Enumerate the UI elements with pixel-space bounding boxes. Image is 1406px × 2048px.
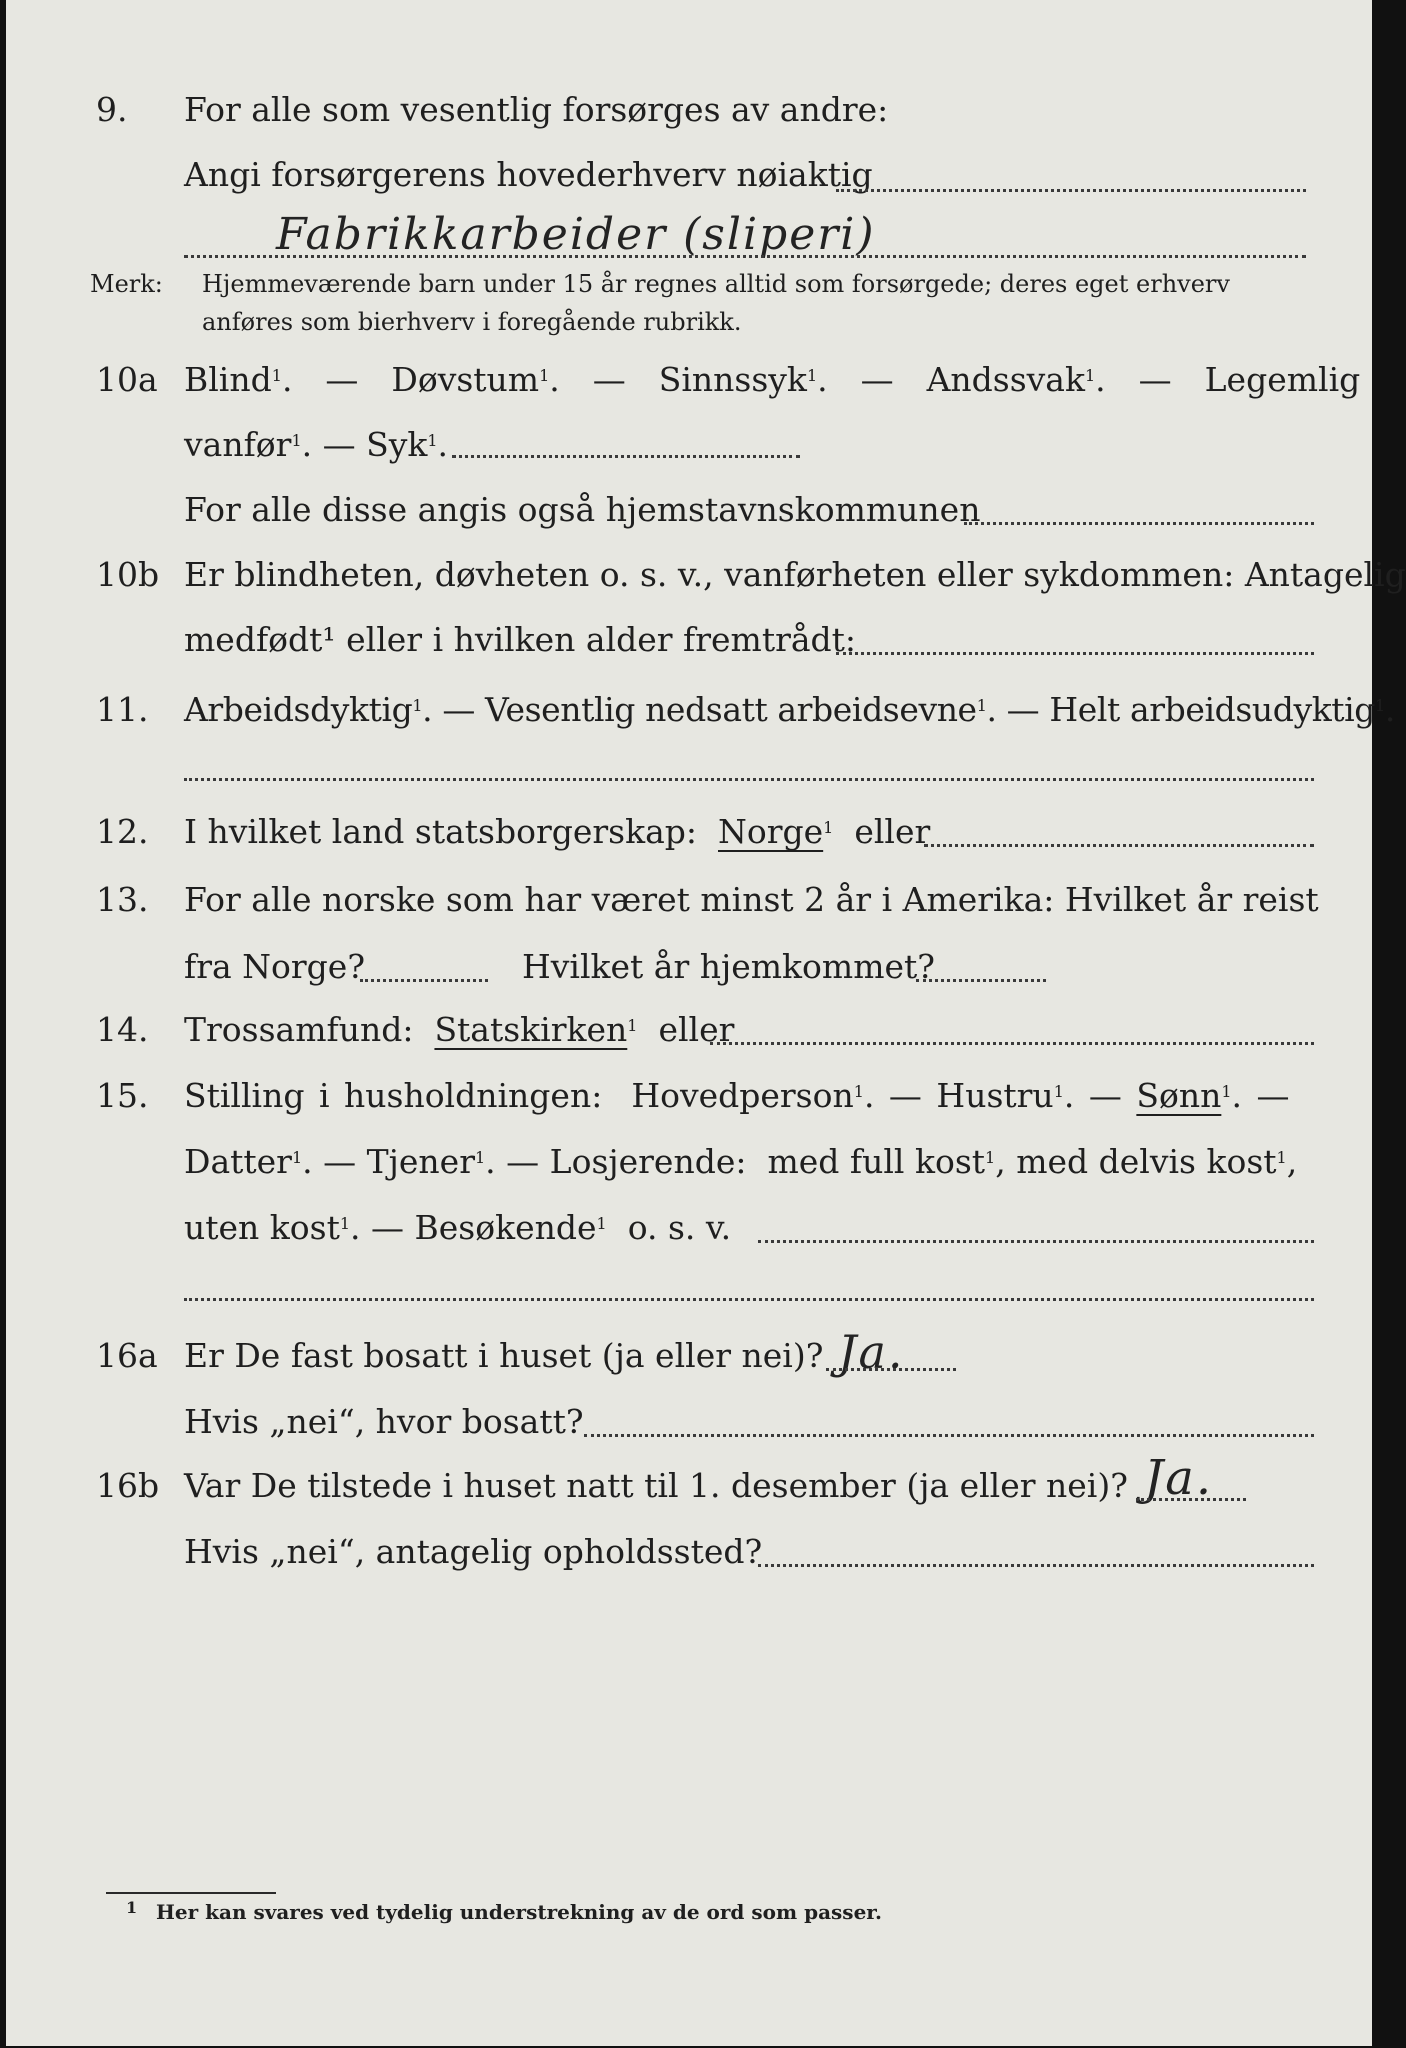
merk-line-1: Hjemmeværende barn under 15 år regnes alltid som forsørgede; deres eget erhverv [202,270,1230,298]
q15-prefix: Stilling i husholdningen: [184,1076,603,1115]
q15-options-3: uten kost$^1$. — Besøkende$^1$ o. s. v. [184,1208,732,1247]
option-legemlig: Legemlig [1204,360,1361,399]
q9-answer-line-2 [184,255,1306,258]
q15-row-3 [6,1198,1372,1258]
q15-row-2 [6,1132,1372,1192]
q10a-number: 10a [96,360,158,399]
q16b-handwritten-answer: Ja. [1144,1450,1214,1506]
q15-answer-line-1 [758,1240,1314,1243]
q13-question: For alle norske som har været minst 2 år i Amerika: Hvilket år reist [184,880,1319,919]
q10a-row-1 [6,350,1372,410]
footnote-rule [106,1892,276,1894]
q14-question: Trossamfund: Statskirken$^1$ eller [184,1010,735,1049]
q16b-followup-line [758,1564,1314,1567]
q10a-answer-line [452,455,800,458]
q16b-followup: Hvis „nei“, antagelig opholdssted? [184,1532,763,1571]
q9-handwritten-answer: Fabrikkarbeider (sliperi) [276,209,876,260]
q14-number: 14. [96,1010,149,1049]
q12-question: I hvilket land statsborgerskap: Norge$^1$ eller [184,812,931,851]
option-udyktig: Helt arbeidsudyktig [1049,690,1376,729]
q12-suffix: eller [854,812,931,851]
q13-hjemkommet-line [916,979,1046,982]
q13-hjemkommet: Hvilket år hjemkommet? [522,947,935,986]
option-sinnssyk: Sinnssyk [658,360,807,399]
q15-row-1 [6,1066,1372,1126]
q15-options-1: Stilling i husholdningen: Hovedperson$^1$. — Hustru$^1$. — Sønn$^1$. — [184,1076,1290,1115]
q16a-row-2 [6,1392,1372,1452]
option-tjener: Tjener [366,1142,475,1181]
q16a-followup: Hvis „nei“, hvor bosatt? [184,1402,584,1441]
q11-number: 11. [96,690,149,729]
q11-options: Arbeidsdyktig$^1$. — Vesentlig nedsatt arbeidsevne$^1$. — Helt arbeidsudyktig$^1$. [184,690,1395,729]
q12-number: 12. [96,812,149,851]
q10b-row-2 [6,610,1372,670]
q10b-answer-line [836,652,1314,655]
q16b-number: 16b [96,1466,160,1505]
q12-answer-line [924,844,1314,847]
q15-answer-line-2 [184,1298,1314,1301]
q16a-followup-line [584,1434,1314,1437]
q14-row [6,1000,1372,1060]
option-andssvak: Andssvak [926,360,1085,399]
q15-options-2: Datter$^1$. — Tjener$^1$. — Losjerende: med full kost$^1$, med delvis kost$^1$, [184,1142,1298,1181]
q13-reist: fra Norge? [184,947,366,986]
q16b-answer-line [1136,1498,1246,1501]
q16a-handwritten-answer: Ja. [838,1325,905,1379]
q12-row [6,802,1372,862]
q16a-question: Er De fast bosatt i huset (ja eller nei)? [184,1336,824,1375]
option-osv: o. s. v. [627,1208,732,1247]
option-nedsatt: Vesentlig nedsatt arbeidsevne [485,690,977,729]
option-syk: Syk [366,425,428,464]
q10a-hjemstavn-line [964,522,1314,525]
q14-prefix: Trossamfund: [184,1010,414,1049]
q14-answer-line [710,1042,1314,1045]
option-statskirken: Statskirken [434,1010,628,1049]
merk-label: Merk: [90,270,163,298]
option-full-kost: med full kost [767,1142,986,1181]
q13-row-2 [6,937,1372,997]
q15-number: 15. [96,1076,149,1115]
option-norge: Norge [718,812,824,851]
q11-answer-line [184,778,1314,781]
option-sonn: Sønn [1136,1076,1222,1115]
q10a-options-2: vanfør$^1$. — Syk$^1$. [184,425,449,464]
option-vanfor: vanfør [184,425,292,464]
q13-row-1 [6,870,1372,930]
q10a-hjemstavn: For alle disse angis også hjemstavnskommunen [184,490,981,529]
q9-instruction: Angi forsørgerens hovederhverv nøiaktig [184,155,873,194]
option-datter: Datter [184,1142,292,1181]
footnote-marker: 1 [126,1898,138,1917]
q9-question: For alle som vesentlig forsørges av andre: [184,90,889,129]
option-dovstum: Døvstum [391,360,540,399]
option-uten-kost: uten kost [184,1208,340,1247]
q9-number: 9. [96,90,128,129]
option-besokende: Besøkende [414,1208,597,1247]
option-hovedperson: Hovedperson [631,1076,854,1115]
q16a-row-1 [6,1326,1372,1386]
option-delvis-kost: med delvis kost [1016,1142,1277,1181]
option-losjerende: Losjerende: [549,1142,747,1181]
q16a-number: 16a [96,1336,158,1375]
q10a-row-2 [6,415,1372,475]
q13-reist-line [360,979,488,982]
q14-suffix: eller [658,1010,735,1049]
census-form-page [6,0,1406,2046]
q9-row-1 [6,80,1372,140]
q10b-number: 10b [96,555,160,594]
q16b-question: Var De tilstede i huset natt til 1. desember (ja eller nei)? [184,1466,1128,1505]
q10b-question: Er blindheten, døvheten o. s. v., vanførheten eller sykdommen: Antagelig [184,555,1406,594]
merk-line-2: anføres som bierhverv i foregående rubrikk. [202,308,742,336]
option-hustru: Hustru [936,1076,1054,1115]
q10a-options: Blind$^1$. — Døvstum$^1$. — Sinnssyk$^1$. — Andssvak$^1$. — Legemlig [184,360,1361,399]
q12-prefix: I hvilket land statsborgerskap: [184,812,698,851]
q9-answer-line-1 [836,189,1306,192]
q10b-question-2: medfødt¹ eller i hvilken alder fremtrådt: [184,620,857,659]
q13-number: 13. [96,880,149,919]
q9-row-2 [6,145,1372,205]
q11-row-1 [6,680,1395,740]
footnote-text: Her kan svares ved tydelig understrekning av de ord som passer. [156,1900,882,1924]
q10b-row-1 [6,545,1406,605]
q16b-row-2 [6,1522,1372,1582]
q16a-answer-line [826,1368,956,1371]
q16b-row-1 [6,1450,1372,1516]
option-arbeidsdyktig: Arbeidsdyktig [184,690,413,729]
q10a-row-3 [6,480,1372,540]
option-blind: Blind [184,360,272,399]
